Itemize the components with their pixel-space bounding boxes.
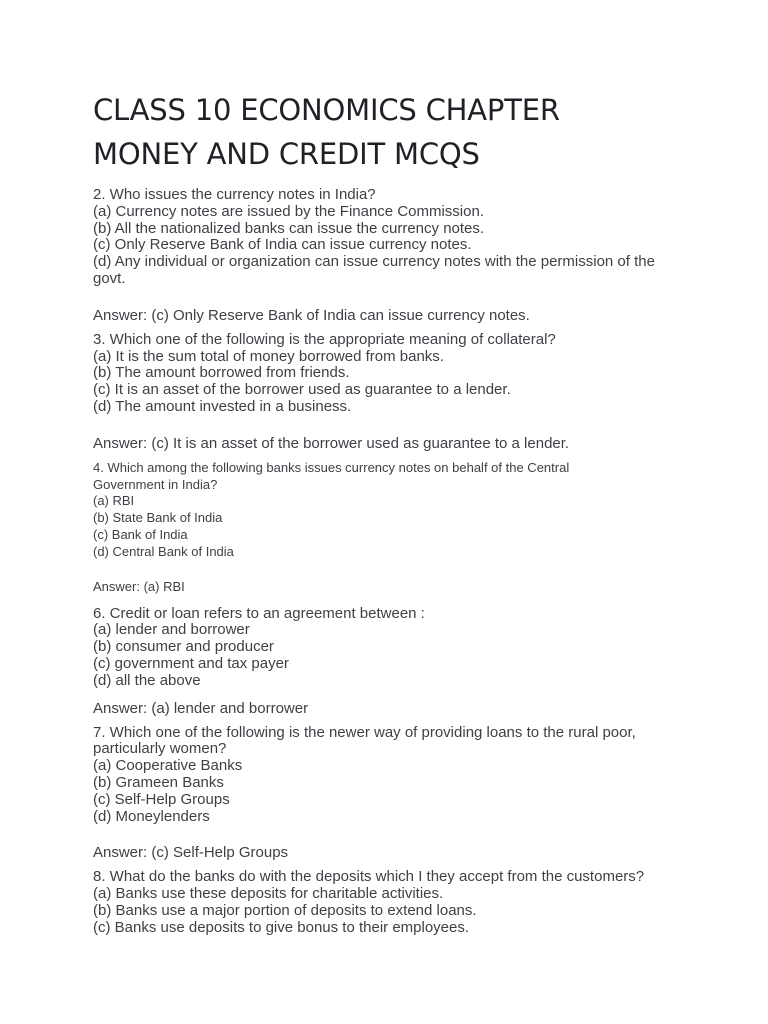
- question-8: [93, 869, 693, 936]
- question-2-option-d-line-1: (d) Any individual or organization can issue currency notes with the permission of the: [93, 253, 655, 271]
- question-8-option-a: (a) Banks use these deposits for charitable activities.: [93, 885, 444, 903]
- question-7-answer: Answer: (c) Self-Help Groups: [93, 844, 289, 862]
- question-2-option-d-line-2: govt.: [93, 269, 126, 287]
- document-page: [93, 88, 693, 937]
- question-2-option-c: (c) Only Reserve Bank of India can issue currency notes.: [93, 236, 472, 254]
- question-7: [93, 725, 693, 826]
- question-3-option-c: (c) It is an asset of the borrower used as guarantee to a lender.: [93, 381, 511, 399]
- question-7-option-b: (b) Grameen Banks: [93, 773, 224, 791]
- question-6-option-a: (a) lender and borrower: [93, 621, 250, 639]
- question-7-text-line-1: 7. Which one of the following is the newer way of providing loans to the rural poor,: [93, 723, 636, 741]
- question-4-text-line-1: 4. Which among the following banks issues currency notes on behalf of the Central: [93, 459, 570, 475]
- question-3-option-d: (d) The amount invested in a business.: [93, 397, 352, 415]
- question-4-text-line-2: Government in India?: [93, 476, 218, 492]
- question-3-option-b: (b) The amount borrowed from friends.: [93, 364, 350, 382]
- page-title: [93, 88, 693, 176]
- question-3-option-a: (a) It is the sum total of money borrowed from banks.: [93, 347, 444, 365]
- question-2-option-a: (a) Currency notes are issued by the Finance Commission.: [93, 202, 484, 220]
- question-2-option-b: (b) All the nationalized banks can issue the currency notes.: [93, 219, 485, 237]
- question-8-option-b: (b) Banks use a major portion of deposits to extend loans.: [93, 901, 477, 919]
- question-4-option-a: (a) RBI: [93, 493, 135, 509]
- question-6-text: 6. Credit or loan refers to an agreement between :: [93, 604, 425, 622]
- question-4-option-d: (d) Central Bank of India: [93, 543, 234, 559]
- question-4-answer: Answer: (a) RBI: [93, 578, 185, 594]
- question-4-option-b: (b) State Bank of India: [93, 510, 223, 526]
- question-6-option-c: (c) government and tax payer: [93, 654, 289, 672]
- question-2-option-d: [93, 254, 693, 288]
- question-8-text: 8. What do the banks do with the deposits which I they accept from the customers?: [93, 868, 645, 886]
- question-6-option-b: (b) consumer and producer: [93, 638, 274, 656]
- question-8-option-c: (c) Banks use deposits to give bonus to their employees.: [93, 918, 470, 936]
- question-7-option-a: (a) Cooperative Banks: [93, 757, 243, 775]
- question-7-option-c: (c) Self-Help Groups: [93, 790, 230, 808]
- question-2-text: 2. Who issues the currency notes in India?: [93, 186, 376, 203]
- question-4-option-c: (c) Bank of India: [93, 526, 188, 542]
- question-3: [93, 332, 693, 416]
- question-6-option-d: (d) all the above: [93, 671, 201, 689]
- question-6: [93, 606, 693, 690]
- title-line-2: MONEY AND CREDIT MCQS: [93, 137, 480, 171]
- question-4: [93, 460, 693, 561]
- question-3-answer: Answer: (c) It is an asset of the borrower used as guarantee to a lender.: [93, 434, 570, 452]
- title-line-1: CLASS 10 ECONOMICS CHAPTER: [93, 93, 560, 127]
- question-2: [93, 187, 693, 288]
- question-3-text: 3. Which one of the following is the appropriate meaning of collateral?: [93, 330, 556, 348]
- question-4-text: [93, 460, 693, 494]
- question-7-text: [93, 725, 693, 759]
- question-6-answer: Answer: (a) lender and borrower: [93, 699, 309, 717]
- question-2-answer: Answer: (c) Only Reserve Bank of India can issue currency notes.: [93, 306, 530, 324]
- question-7-text-line-2: particularly women?: [93, 740, 227, 758]
- question-7-option-d: (d) Moneylenders: [93, 807, 210, 825]
